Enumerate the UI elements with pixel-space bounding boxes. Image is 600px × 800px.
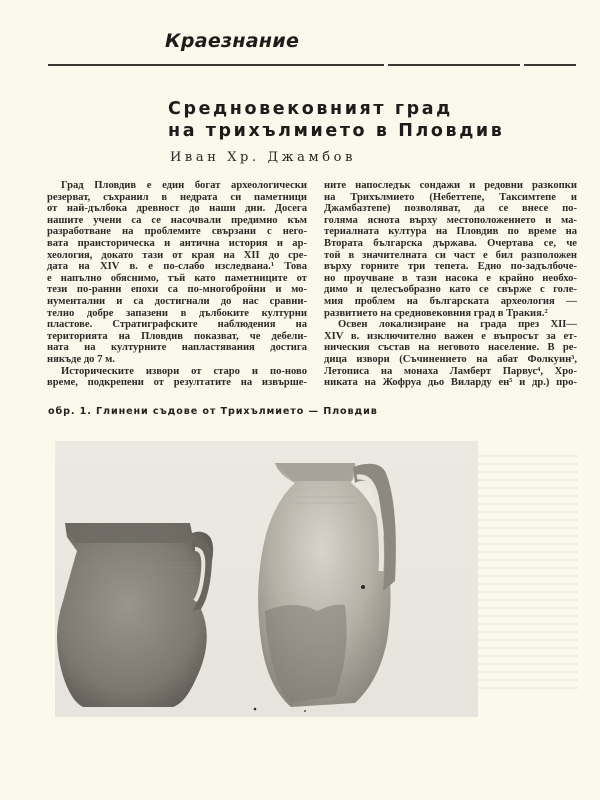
article-title <box>168 98 568 142</box>
article-title-line: Средновековният град <box>168 99 453 119</box>
body-line: резерват, съхранил в недрата си паметници <box>47 191 307 203</box>
body-line: нашите учени са се насочвали предимно към <box>47 214 307 226</box>
body-line: димо и целесъобразно като се свърже с голе- <box>324 284 577 296</box>
body-line: той в значителната си част е бил разположен <box>324 249 577 261</box>
body-line: пластове. Стратиграфските наблюдения на <box>47 319 307 331</box>
body-line: Джамбазтепе) позволяват, да се внесе по- <box>324 203 577 215</box>
body-line: Историческите извори от старо и по-ново <box>61 365 307 377</box>
body-line: Град Пловдив е един богат археологически <box>61 180 307 191</box>
figure-caption: обр. 1. Глинени съдове от Трихълмието — Пловдив <box>48 406 378 417</box>
body-line: Втората българска държава. Очертава се, че <box>324 237 577 249</box>
body-line: ната на културните напластявания достига <box>47 342 307 354</box>
clay-vessels-illustration <box>55 441 478 717</box>
paper-showthrough <box>478 455 578 695</box>
body-line: време, подкрепени от резултатите на извърше- <box>47 377 307 389</box>
body-line: е напълно обяснимо, тъй като паметниците от <box>47 272 307 284</box>
header-rule <box>388 64 520 66</box>
body-line: територията на Пловдив показват, че дебели- <box>47 330 307 342</box>
section-title: Краезнание <box>165 30 300 52</box>
clay-pitcher-right <box>258 463 396 707</box>
body-line: телно добре запазени в дълбоките културни <box>47 307 307 319</box>
body-line: но проучване в тази насока е крайно необхо- <box>324 272 577 284</box>
header-rule <box>48 64 384 66</box>
body-line: ните напоследък сондажи и редовни разкопки <box>324 180 577 191</box>
body-column-right <box>324 180 577 389</box>
body-line: Летописа на монаха Ламберт Парвус⁴, Хро- <box>324 365 577 377</box>
body-line: мия проблем на българската археология — <box>324 295 577 307</box>
body-line: голяма яснота върху местоположението и ма- <box>324 214 577 226</box>
body-column-left <box>47 180 307 389</box>
body-line: ническия състав на неговото население. В ре- <box>324 342 577 354</box>
body-line: вата праисторическа и антична история и ар- <box>47 237 307 249</box>
body-line: някъде до 7 м. <box>47 353 115 365</box>
body-line: развитието на средновековния град в Тракия.² <box>324 307 548 319</box>
body-line: нументални и са достигнали до нас сравни- <box>47 295 307 307</box>
clay-jug-left <box>57 523 213 707</box>
body-line: върху горните три тепета. Едно по-задълбоче- <box>324 261 577 273</box>
body-line: дица извори (Съчинението на абат Фолкуин³, <box>324 353 577 365</box>
body-line: никата на Жофруа дьо Виларду ен⁵ и др.) про- <box>324 377 577 389</box>
article-title-line: на трихълмието в Пловдив <box>168 121 505 141</box>
body-line: тези по-ранни епохи са по-многобройни и мо- <box>47 284 307 296</box>
body-line: хеология, докато тази от края на XII до сре- <box>47 249 307 261</box>
body-line: от най-дълбока древност до наши дни. Досега <box>47 203 307 215</box>
body-line: разработване на проблемите свързани с него- <box>47 226 307 238</box>
body-line: на Трихълмието (Небеттепе, Таксимтепе и <box>324 191 577 203</box>
article-author: Иван Хр. Джамбов <box>170 150 357 165</box>
body-line: XIV в. изключително важен е въпросът за ет- <box>324 330 577 342</box>
header-rule <box>524 64 576 66</box>
body-line: дата на XIV в. е по-слабо изследвана.¹ Това <box>47 261 307 273</box>
figure-photo <box>55 441 478 717</box>
body-line: териалната култура на Пловдив по време на <box>324 226 577 238</box>
body-line: Освен локализиране на града през XII— <box>338 319 577 331</box>
